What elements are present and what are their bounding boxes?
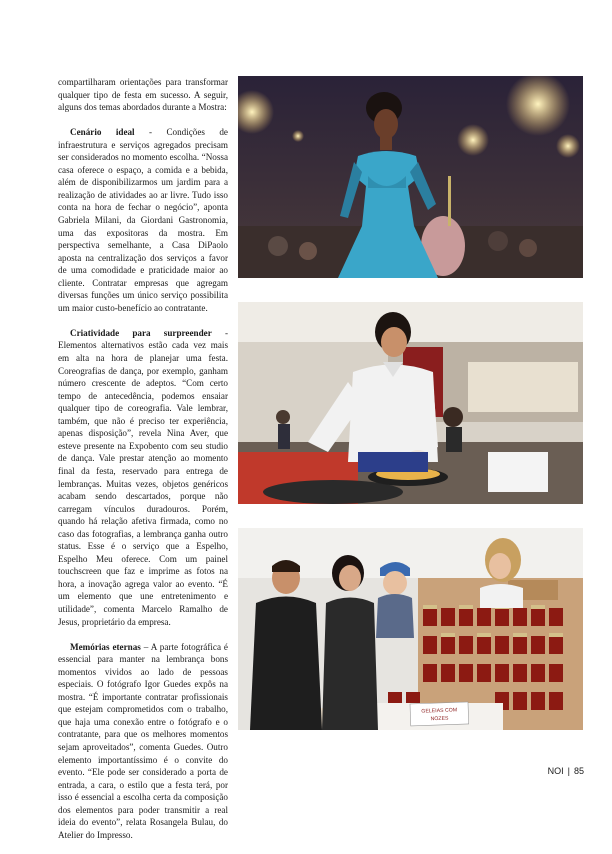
photo-jam-stand — [238, 528, 583, 730]
lead-memorias: Memórias eternas — [70, 641, 141, 652]
photo-chef-illustration — [238, 302, 583, 504]
page-number: 85 — [573, 766, 584, 776]
folio-separator: | — [567, 766, 570, 776]
photo-model-blue-dress — [238, 76, 583, 278]
magazine-name: NOI — [547, 766, 564, 776]
photo-chef-cooking — [238, 302, 583, 504]
photo-jam-illustration — [238, 528, 583, 730]
page-folio — [548, 766, 584, 776]
paragraph-memorias: Memórias eternas – A parte fotográfica é essencial para manter na lembrança bons momentos vividos ao lado de pessoas especiais. O fotógrafo Igor Guedes expôs na mostra. “É importante contratar profissionais que estejam comprometidos com o trabalho, que haja uma conexão entre o fotógrafo e o contratante, para que os melhores momentos sejam aproveitados”, comenta Guedes. Outro elemento importantíssimo é o convite do evento. “Ele pode ser considerado a porta de entrada, a cara, o estilo que a festa terá, por isso é essencial a escolha certa da composição dos elementos para poder transmitir a real ideia do evento”, relata Rosangela Bulau, do Atelier do Impresso. — [58, 641, 228, 840]
paragraph-criatividade: Criatividade para surpreender - Elementos alternativos estão cada vez mais em alta na hora de planejar uma festa. Coreografias de dança, por exemplo, ganham número crescente de adeptos. “Com certo tempo de antecedência, podemos ensaiar qualquer tipo de coreografia. Vale lembrar, também, que não é preciso ter experiência, apenas disposição”, revela Nina Aver, que esteve presente na Expobento com seu studio de dança. Vale prestar atenção ao momento final da festa, reservado para entrega de lembranças. Muitas vezes, objetos genéricos acabam sendo descartados, porque não carregam vínculos duradouros. Porém, quando há relação afetiva firmada, como no caso das fotografias, a lembrança ganha outro status. Esse é o serviço que a Espelho, Espelho Meu oferece. Com um painel touchscreen que faz e imprime as fotos na hora, a inovação agrega valor ao evento. “É um elemento que une entretenimento e utilidade”, comenta Marcelo Ramalho de Jesus, proprietário da empresa. — [58, 327, 228, 627]
sign-text-line1: GELEIAS COM — [421, 707, 458, 715]
sign-text-line2: NOZES — [430, 715, 449, 723]
paragraph-intro: compartilharam orientações para transformar qualquer tipo de festa em sucesso. A seguir, alguns dos temas abordados durante a Mostra: — [58, 77, 228, 113]
paragraph-cenario: Cenário ideal - Condições de infraestrutura e serviços agregados precisam ser considerados no momento escolha. “Nossa casa oferece o espaço, a comida e a bebida, além de disponibilizarmos um jardim para a realização de atividades ao ar livre. Tudo isso conta na hora de fechar o negócio”, aponta Gabriela Milani, da Giordani Gastronomia, uma das expositoras da mostra. Em perspectiva semelhante, a Casa DiPaolo aposta na centralização dos serviços a favor de uma comodidade e praticidade maior ao cliente. Contratar empresas que agregam diversas funções um único serviço possibilita um maior custo-benefício ao contratante. — [58, 127, 228, 313]
photo-model-illustration — [238, 76, 583, 278]
lead-cenario: Cenário ideal — [70, 127, 135, 138]
lead-criatividade: Criatividade para surpreender — [70, 327, 212, 338]
article-column — [58, 76, 228, 854]
